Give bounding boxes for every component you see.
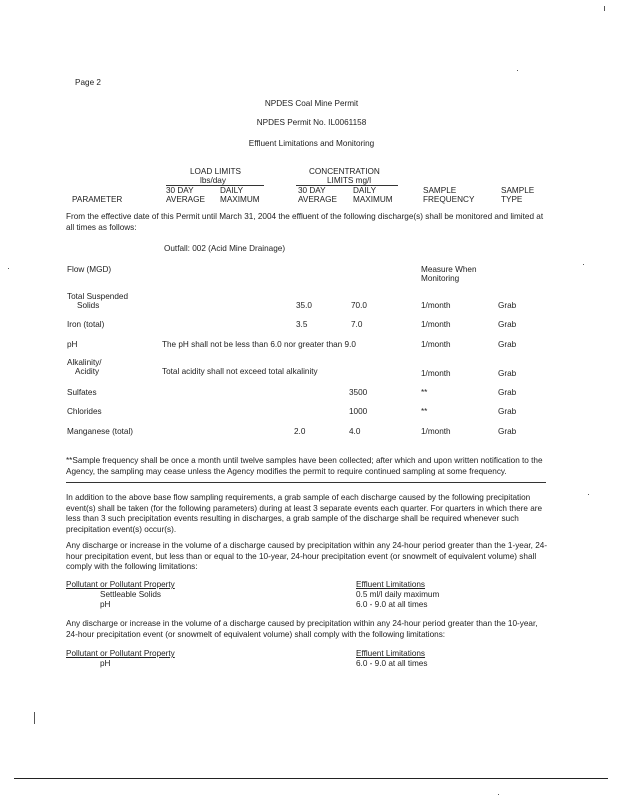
table3-row1-limitation: 6.0 - 9.0 at all times <box>356 659 428 668</box>
row-tss-conc-avg: 35.0 <box>296 301 312 310</box>
row-alkalinity-note: Total acidity shall not exceed total alkalinity <box>162 367 318 376</box>
row-manganese-conc-max: 4.0 <box>349 427 361 436</box>
row-chlorides-conc-max: 1000 <box>349 407 368 416</box>
sampling-footnote: **Sample frequency shall be once a month until twelve samples have been collected; after which and upon written notification to the Agency, the sampling may cease unless the Agency modifies the permit to require continued sampling at some frequency. <box>66 456 543 476</box>
load-30day-header: 30 DAY <box>166 186 194 195</box>
scan-speck <box>517 70 518 71</box>
concentration-header: CONCENTRATION <box>309 167 380 176</box>
row-alkalinity-freq: 1/month <box>421 369 451 378</box>
row-iron-conc-max: 7.0 <box>351 320 363 329</box>
scan-speck <box>34 712 35 724</box>
row-ph-param: pH <box>67 340 78 349</box>
ten-year-limit-paragraph: Any discharge or increase in the volume of a discharge caused by precipitation within any 24-hour period greater than the 1-year, 24-hour precipitation event, but less than or equal to the 10-year, 24-hour precipitation event (or snowmelt of equivalent volume) shall comply with the following limitations: <box>66 541 548 571</box>
row-tss-type: Grab <box>498 301 517 310</box>
conc-daily-sub: MAXIMUM <box>353 195 393 204</box>
conc-daily-header: DAILY <box>353 186 377 195</box>
scan-speck <box>8 268 9 269</box>
row-flow-param: Flow (MGD) <box>67 265 112 274</box>
document-subtitle: Effluent Limitations and Monitoring <box>248 139 375 148</box>
row-manganese-param: Manganese (total) <box>67 427 133 436</box>
row-iron-conc-avg: 3.5 <box>296 320 308 329</box>
row-ph-note: The pH shall not be less than 6.0 nor greater than 9.0 <box>162 340 356 349</box>
row-manganese-type: Grab <box>498 427 517 436</box>
load-daily-sub: MAXIMUM <box>220 195 260 204</box>
row-manganese-freq: 1/month <box>421 427 451 436</box>
table2-row2-pollutant: pH <box>100 600 111 609</box>
row-tss-freq: 1/month <box>421 301 451 310</box>
parameter-header: PARAMETER <box>72 195 123 204</box>
load-30day-sub: AVERAGE <box>166 195 205 204</box>
row-sulfates-freq: ** <box>421 388 428 397</box>
scan-bottom-rule <box>14 778 608 779</box>
row-iron-param: Iron (total) <box>67 320 105 329</box>
row-tss-conc-max: 70.0 <box>351 301 367 310</box>
row-ph-freq: 1/month <box>421 340 451 349</box>
scan-speck <box>604 6 605 11</box>
table2-limitations-header: Effluent Limitations <box>356 580 426 589</box>
greater-than-ten-year-paragraph: Any discharge or increase in the volume of a discharge caused by precipitation within any 24-hour period greater than the 10-year, 24-hour precipitation event (or snowmelt of equivalent volume) shall comply with the following limitations: <box>66 619 538 639</box>
row-manganese-conc-avg: 2.0 <box>294 427 306 436</box>
row-tss-param: Total Suspended <box>67 292 128 301</box>
load-daily-header: DAILY <box>220 186 244 195</box>
row-chlorides-param: Chlorides <box>67 407 102 416</box>
outfall-label: Outfall: 002 (Acid Mine Drainage) <box>164 244 286 253</box>
table2-row1-limitation: 0.5 ml/l daily maximum <box>356 590 440 599</box>
sample-frequency-header: SAMPLE <box>423 186 457 195</box>
concentration-units: LIMITS mg/l <box>327 176 372 185</box>
section-divider <box>66 482 546 483</box>
page-label: Page 2 <box>75 78 101 87</box>
row-alkalinity-param2: Acidity <box>75 367 100 376</box>
conc-30day-sub: AVERAGE <box>298 195 337 204</box>
row-flow-freq: Measure When <box>421 265 477 274</box>
sample-type-header: SAMPLE <box>501 186 535 195</box>
row-iron-freq: 1/month <box>421 320 451 329</box>
row-sulfates-type: Grab <box>498 388 517 397</box>
scan-speck <box>588 494 589 495</box>
row-alkalinity-param: Alkalinity/ <box>67 358 102 367</box>
row-chlorides-freq: ** <box>421 407 428 416</box>
row-sulfates-param: Sulfates <box>67 388 97 397</box>
row-tss-param2: Solids <box>77 301 100 310</box>
conc-30day-header: 30 DAY <box>298 186 326 195</box>
row-sulfates-conc-max: 3500 <box>349 388 368 397</box>
load-limits-header: LOAD LIMITS <box>190 167 241 176</box>
table3-pollutant-header: Pollutant or Pollutant Property <box>66 649 175 658</box>
document-title: NPDES Coal Mine Permit <box>264 99 359 108</box>
precipitation-paragraph: In addition to the above base flow sampling requirements, a grab sample of each discharge caused by the following precipitation event(s) shall be taken (for the following parameters) during at least 3 separate events each quarter. For quarters in which there are less than 3 such precipitation events resulting in discharges, a grab sample of the discharge shall be required whenever such precipitation event(s) occur(s). <box>66 493 543 534</box>
scan-speck <box>498 794 499 795</box>
row-alkalinity-type: Grab <box>498 369 517 378</box>
sample-type-sub: TYPE <box>501 195 523 204</box>
row-iron-type: Grab <box>498 320 517 329</box>
permit-number: NPDES Permit No. IL0061158 <box>256 118 367 127</box>
table2-row2-limitation: 6.0 - 9.0 at all times <box>356 600 428 609</box>
table3-limitations-header: Effluent Limitations <box>356 649 426 658</box>
intro-paragraph: From the effective date of this Permit until March 31, 2004 the effluent of the following discharge(s) shall be monitored and limited at all times as follows: <box>66 212 544 232</box>
table2-row1-pollutant: Settleable Solids <box>100 590 161 599</box>
scan-speck <box>583 264 584 265</box>
row-chlorides-type: Grab <box>498 407 517 416</box>
table3-row1-pollutant: pH <box>100 659 111 668</box>
row-flow-freq2: Monitoring <box>421 274 460 283</box>
row-ph-type: Grab <box>498 340 517 349</box>
load-units: lbs/day <box>200 176 226 185</box>
table2-pollutant-header: Pollutant or Pollutant Property <box>66 580 175 589</box>
sample-frequency-sub: FREQUENCY <box>423 195 475 204</box>
